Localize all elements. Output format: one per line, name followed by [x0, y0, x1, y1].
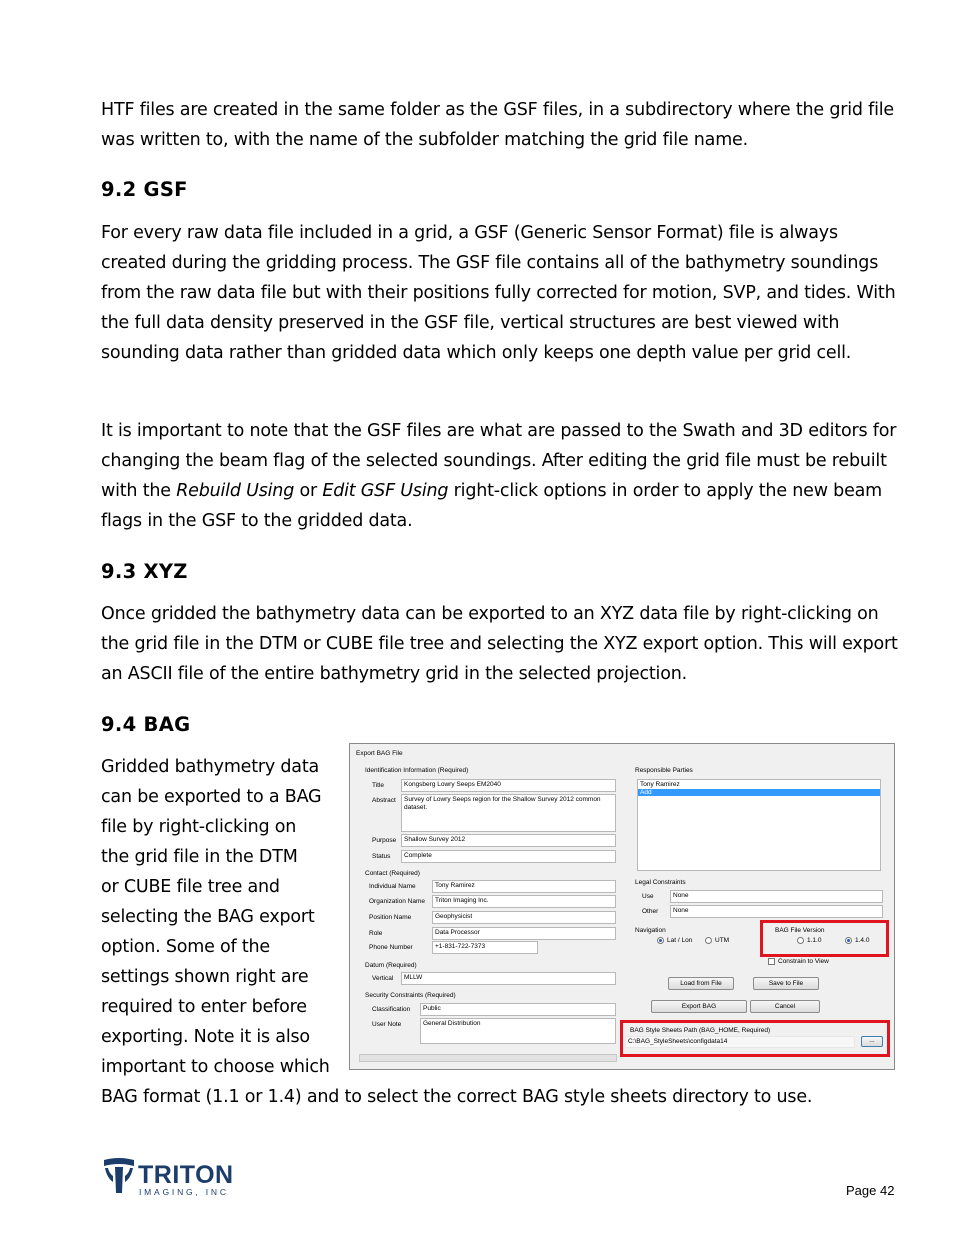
version-140-label: 1.4.0 [855, 937, 870, 945]
logo-subtitle: IMAGING, INC [139, 1187, 229, 1197]
heading-xyz: 9.3 XYZ [101, 560, 188, 583]
group-legal-constraints: Legal Constraints [635, 879, 686, 886]
export-bag-dialog [349, 743, 895, 1070]
export-bag-button[interactable]: Export BAG [651, 1000, 747, 1013]
classification-label: Classification [372, 1006, 411, 1013]
heading-gsf: 9.2 GSF [101, 178, 188, 201]
logo-wordmark: TRITON [138, 1161, 234, 1189]
use-field[interactable]: None [670, 890, 883, 903]
position-field[interactable]: Geophysicist [432, 911, 616, 924]
bag-line: can be exported to a BAG [101, 787, 322, 807]
party-item-selected[interactable]: Add [638, 789, 880, 796]
bag-line: settings shown right are [101, 967, 309, 987]
title-field[interactable]: Kongsberg Lowry Seeps EM2040 [401, 779, 616, 792]
position-label: Position Name [369, 914, 412, 921]
emphasis-rebuild-using: Rebuild Using [176, 481, 295, 501]
highlight-style-sheets [620, 1020, 890, 1057]
save-to-file-button[interactable]: Save to File [753, 977, 819, 990]
bag-line: Gridded bathymetry data [101, 757, 320, 777]
group-contact: Contact (Required) [365, 870, 420, 877]
bag-line: required to enter before [101, 997, 307, 1017]
horizontal-scrollbar[interactable] [359, 1054, 617, 1062]
role-label: Role [369, 930, 383, 937]
other-field[interactable]: None [670, 905, 883, 918]
highlight-bag-version [760, 920, 889, 957]
vertical-label: Vertical [372, 975, 394, 982]
version-110-label: 1.1.0 [807, 937, 822, 945]
group-identification: Identification Information (Required) [365, 767, 469, 774]
text: right-click options in order to apply the new beam flags in the GSF to the gridded data. [101, 481, 883, 531]
paragraph-bag [101, 752, 341, 1082]
classification-field[interactable]: Public [420, 1003, 616, 1016]
radio-utm[interactable] [705, 937, 712, 944]
group-datum: Datum (Required) [365, 962, 417, 969]
phone-label: Phone Number [369, 944, 413, 951]
group-navigation: Navigation [635, 927, 666, 934]
nav-latlon-label: Lat / Lon [667, 937, 693, 945]
group-responsible-parties: Responsible Parties [635, 767, 693, 774]
bag-line: file by right-clicking on [101, 817, 297, 837]
title-label: Title [372, 782, 385, 789]
browse-button[interactable]: ... [861, 1036, 883, 1047]
constrain-label: Constrain to View [778, 958, 829, 966]
abstract-label: Abstract [372, 797, 396, 804]
group-bag-version: BAG File Version [775, 927, 825, 934]
bag-line: option. Some of the [101, 937, 271, 957]
constrain-to-view[interactable] [768, 958, 829, 965]
paragraph-htf: HTF files are created in the same folder as the GSF files, in a subdirectory where the grid file was written to, with the name of the subfolder matching the grid file name. [101, 100, 895, 150]
paragraph-bag-tail: BAG format (1.1 or 1.4) and to select the correct BAG style sheets directory to use. [101, 1087, 813, 1107]
name-field[interactable]: Tony Ramirez [432, 880, 616, 893]
nav-utm-label: UTM [715, 937, 730, 945]
user-note-field[interactable]: General Distribution [420, 1018, 616, 1044]
paragraph-xyz: Once gridded the bathymetry data can be exported to an XYZ data file by right-clicking on the grid file in the DTM or CUBE file tree and selecting the XYZ export option. This will export an ASCII file of the entire bathymetry grid in the selected projection. [101, 604, 898, 684]
responsible-parties-list[interactable] [637, 779, 881, 871]
group-security: Security Constraints (Required) [365, 992, 456, 999]
other-label: Other [642, 908, 659, 915]
role-field[interactable]: Data Processor [432, 927, 616, 940]
constrain-checkbox[interactable] [768, 958, 775, 965]
heading-bag: 9.4 BAG [101, 713, 191, 736]
name-label: Individual Name [369, 883, 416, 890]
org-label: Organization Name [369, 898, 425, 905]
triton-logo-icon [103, 1158, 135, 1195]
style-sheets-label: BAG Style Sheets Path (BAG_HOME, Required) [630, 1027, 771, 1034]
paragraph-gsf-2 [101, 416, 901, 536]
load-from-file-button[interactable]: Load from File [668, 977, 734, 990]
org-field[interactable]: Triton Imaging Inc. [432, 895, 616, 908]
style-sheets-path-field[interactable]: C:\BAG_StyleSheets\configdata14 [625, 1036, 855, 1048]
text: It is important to note that the GSF files are what are passed to the Swath and 3D editors for changing the beam flag of the selected soundings. After editing the grid file must be rebuilt with the [101, 421, 897, 501]
page-number: Page 42 [846, 1183, 895, 1198]
bag-line: exporting. Note it is also [101, 1027, 310, 1047]
purpose-field[interactable]: Shallow Survey 2012 [401, 834, 616, 847]
bag-line: or CUBE file tree and [101, 877, 280, 897]
bag-line: important to choose which [101, 1057, 330, 1077]
bag-line: the grid file in the DTM [101, 847, 298, 867]
nav-latlon-option[interactable] [657, 937, 692, 944]
vertical-field[interactable]: MLLW [401, 972, 616, 985]
bag-line: selecting the BAG export [101, 907, 315, 927]
cancel-button[interactable]: Cancel [750, 1000, 820, 1013]
text: or [294, 481, 323, 501]
phone-field[interactable]: +1-831-722-7373 [432, 941, 538, 954]
dialog-title: Export BAG File [356, 750, 403, 757]
paragraph-gsf-1: For every raw data file included in a grid, a GSF (Generic Sensor Format) file is always created during the gridding process. The GSF file contains all of the bathymetry soundings from the raw data file but with their positions fully corrected for motion, SVP, and tides. With the full data density preserved in the GSF file, vertical structures are best viewed with sounding data rather than gridded data which only keeps one depth value per grid cell. [101, 223, 896, 363]
nav-utm-option[interactable] [705, 937, 729, 944]
party-item[interactable]: Tony Ramirez [640, 781, 680, 788]
status-field[interactable]: Complete [401, 850, 616, 863]
emphasis-edit-gsf-using: Edit GSF Using [322, 481, 449, 501]
purpose-label: Purpose [372, 837, 397, 844]
status-label: Status [372, 853, 391, 860]
user-note-label: User Note [372, 1021, 402, 1028]
abstract-field[interactable]: Survey of Lowry Seeps region for the Shallow Survey 2012 common dataset. [401, 794, 616, 832]
radio-latlon[interactable] [657, 937, 664, 944]
use-label: Use [642, 893, 654, 900]
